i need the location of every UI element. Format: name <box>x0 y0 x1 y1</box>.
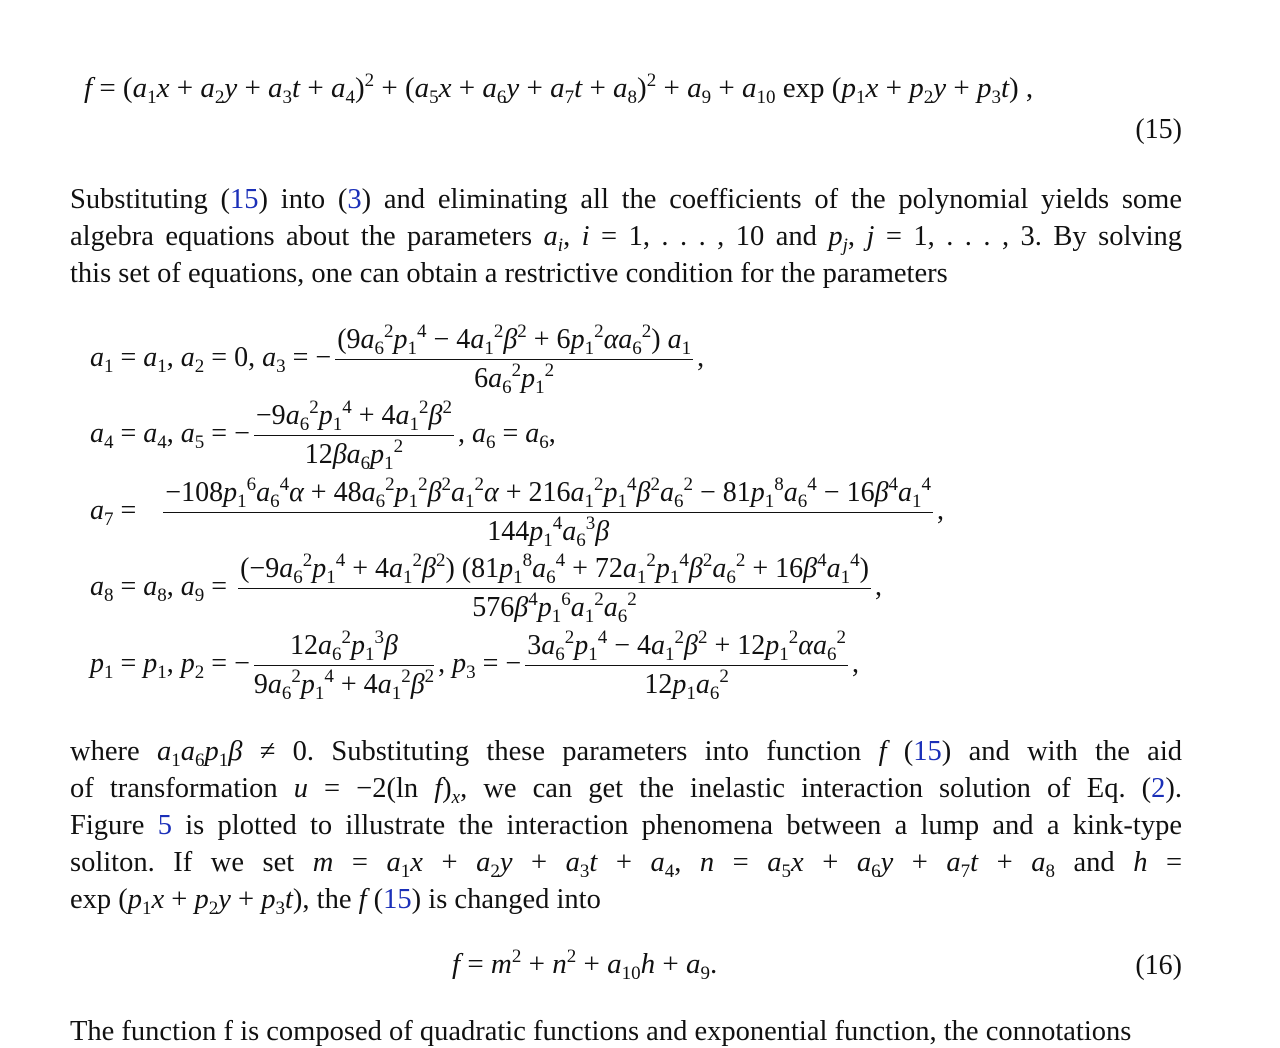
text-run: where <box>70 736 140 767</box>
text-run: ≠ 0. Substituting these parameters into function <box>259 736 862 767</box>
equation-15-number: (15) <box>1135 114 1182 145</box>
text-run: is changed into <box>428 884 601 915</box>
paragraph-1-line-1: Substituting (15) into (3) and eliminating all the coefficients of the polynomial yields some <box>70 184 1182 215</box>
text-run: Figure <box>70 810 158 841</box>
fraction-p2: $\frac{12a_6^2p_1^3\beta}{9a_6^2p_1^4 + 4a_1^2\beta^2}$ <box>253 627 435 704</box>
clipped-next-line: The function f is composed of quadratic functions and exponential function, the connotations <box>70 1016 1132 1047</box>
text-run: and <box>1073 847 1115 878</box>
condition-row-4: $a_8 = a_8$, $a_9$ = $\frac{(-9a_6^2p_1^4 + 4a_1^2\beta^2) (81p_1^8a_6^4 + 72a_1^2p_1^4\beta^2a_6^2 + 16\beta^4a_1^4)}{576\beta^4p_1^6a_1^2a_6^2}$ , <box>90 550 882 627</box>
text-run: = 1, . . . , 3. By solving <box>885 221 1183 252</box>
text-run: into <box>268 184 338 215</box>
text-run: and eliminating all the coefficients of the polynomial yields some <box>371 184 1182 215</box>
paragraph-1-line-3: this set of equations, one can obtain a restrictive condition for the parameters <box>70 258 948 289</box>
fraction-a9: $\frac{(-9a_6^2p_1^4 + 4a_1^2\beta^2) (81p_1^8a_6^4 + 72a_1^2p_1^4\beta^2a_6^2 + 16\beta^4a_1^4)}{576\beta^4p_1^6a_1^2a_6^2}$ <box>240 550 869 627</box>
text-run: soliton. If we set <box>70 847 295 878</box>
condition-row-3: $a_7$ = $-108p_1^6a_6^4\alpha + 48a_6^2p_1^2\beta^2a_1^2\alpha + 216a_1^2p_1^4\beta^2a_6^2 - 81p_1^8a_6^4 - 16\beta^4a_1^4$ $144p_1^4a_6^3\beta$ , <box>90 474 945 551</box>
fraction-a3: $\frac{(9a_6^2p_1^4 - 4a_1^2\beta^2 + 6p_1^2\alpha a_6^2) a_1}{6a_6^2p_1^2}$ <box>337 321 692 398</box>
equation-15: $f = (a_1x + a_2y + a_3t + a_4)^2 + (a_5x + a_6y + a_7t + a_8)^2 + a_9 + a_{10}$ $\exp (p_1x + p_2y + p_3t)$ , <box>84 70 1034 108</box>
paragraph-2-line-2: of transformation u = −2(ln $f)_x$, we can get the inelastic interaction solution of Eq. (2). <box>70 773 1183 808</box>
condition-row-5: $p_1 = p_1$, $p_2$ = − $\frac{12a_6^2p_1^3\beta}{9a_6^2p_1^4 + 4a_1^2\beta^2}$ , $p_3$ = − $\frac{3a_6^2p_1^4 - 4a_1^2\beta^2 + 12p_1^2\alpha a_6^2}{12p_1a_6^2}$ , <box>90 627 859 704</box>
figure-ref-5[interactable]: 5 <box>157 810 172 841</box>
paragraph-1-line-2: algebra equations about the parameters $a_i$, i = 1, . . . , 10 and $p_j$, j = 1, . . . , 3. By solving <box>70 221 1183 256</box>
text-run: ). <box>1165 773 1183 804</box>
equation-ref-3[interactable]: 3 <box>347 184 362 215</box>
text-run: we can get the inelastic interaction solution of Eq. ( <box>483 773 1152 804</box>
text-run: algebra equations about the parameters <box>70 221 533 252</box>
condition-row-1: $a_1 = a_1$, $a_2 = 0$, $a_3$ = − $\frac{(9a_6^2p_1^4 - 4a_1^2\beta^2 + 6p_1^2\alpha a_6^2) a_1}{6a_6^2p_1^2}$ , <box>90 321 705 398</box>
equation-16-number: (16) <box>1135 950 1182 981</box>
paragraph-2-line-5: $\exp (p_1x + p_2y + p_3t)$, the f (15) is changed into <box>70 884 601 919</box>
condition-row-2: $a_4 = a_4$, $a_5$ = − $\frac{-9a_6^2p_1^4 + 4a_1^2\beta^2}{12\beta a_6p_1^2}$ , $a_6 = a_6$, <box>90 397 556 474</box>
equation-ref-15[interactable]: 15 <box>230 184 259 215</box>
paragraph-2-line-1: where $a_1a_6p_1\beta \ne 0$. Substituting these parameters into function f (15) and with the aid <box>70 736 1182 771</box>
fraction-a5: $\frac{-9a_6^2p_1^4 + 4a_1^2\beta^2}{12\beta a_6p_1^2}$ <box>255 397 452 474</box>
equation-16: $f = m^2 + n^2 + a_{10}h + a_9$. <box>452 946 718 984</box>
fraction-a7: $-108p_1^6a_6^4\alpha + 48a_6^2p_1^2\beta^2a_1^2\alpha + 216a_1^2p_1^4\beta^2a_6^2 - 81p_1^8a_6^4 - 16\beta^4a_1^4$ $144p_1^4a_6^3\beta$ <box>165 474 932 551</box>
text-run: Substituting <box>70 184 221 215</box>
paragraph-2-line-3 <box>70 807 1182 844</box>
equation-ref-2[interactable]: 2 <box>1151 773 1166 804</box>
fraction-p3: $\frac{3a_6^2p_1^4 - 4a_1^2\beta^2 + 12p_1^2\alpha a_6^2}{12p_1a_6^2}$ <box>527 627 846 704</box>
text-run: of transformation <box>70 773 278 804</box>
text-run: is plotted to illustrate the interaction phenomena between a lump and a kink-type <box>171 810 1182 841</box>
equation-ref-15[interactable]: 15 <box>383 884 412 915</box>
equation-ref-15[interactable]: 15 <box>913 736 942 767</box>
text-run: the <box>316 884 352 915</box>
paragraph-2-line-4: soliton. If we set $m = a_1x + a_2y + a_3t + a_4$, $n = a_5x + a_6y + a_7t + a_8$ and h = <box>70 847 1183 882</box>
text-run: and with the aid <box>968 736 1182 767</box>
